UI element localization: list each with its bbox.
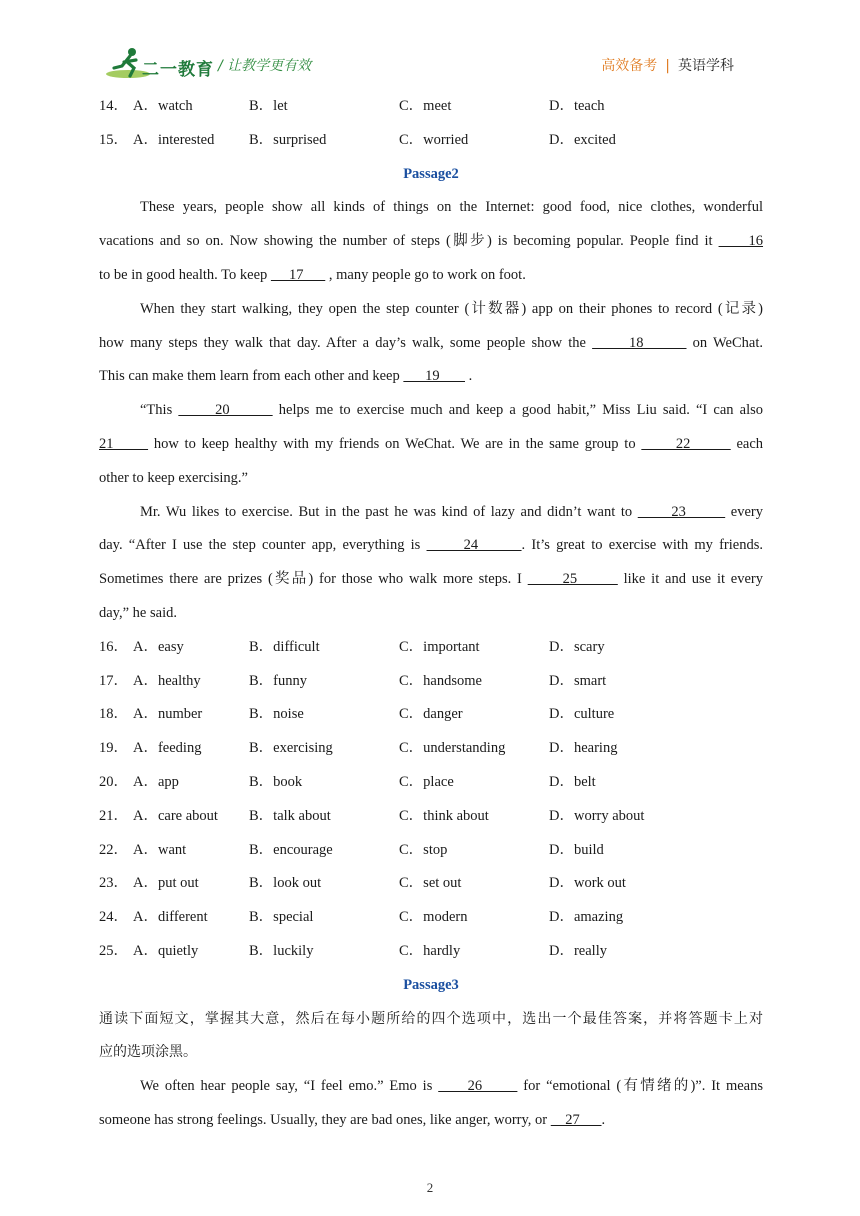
page-content <box>99 90 763 1138</box>
option-d: D．build <box>549 841 604 858</box>
instruction-line: 应的选项涂黑。 <box>99 1044 197 1061</box>
option-a: A．care about <box>133 807 218 824</box>
option-c: C．meet <box>399 98 452 114</box>
blank-21: 21 <box>99 435 149 452</box>
blank-20: 20 <box>178 402 273 419</box>
option-b: B．let <box>249 98 288 114</box>
option-a: A．different <box>133 909 208 926</box>
paragraph-line: This can make them learn from each other and keep 19 . <box>99 368 473 385</box>
option-d: D．belt <box>549 773 596 790</box>
question-number: 17． <box>99 672 128 689</box>
option-b: B．special <box>249 909 314 926</box>
question-number: 22． <box>99 841 128 858</box>
option-a: A．number <box>133 706 203 723</box>
paragraph-line: When they start walking, they open the step counter (计数器) app on their phones to record (记录) <box>140 300 763 317</box>
option-d: D．excited <box>549 131 616 148</box>
option-d: D．culture <box>549 706 615 723</box>
option-b: B．difficult <box>249 638 320 655</box>
question-number: 16． <box>99 638 128 655</box>
option-b: B．book <box>249 773 303 790</box>
subject-tag <box>601 55 734 75</box>
blank-27: 27 <box>550 1111 602 1128</box>
question-row <box>99 665 763 699</box>
option-a: A．want <box>133 841 187 858</box>
option-d: D．hearing <box>549 740 618 757</box>
option-c: C．important <box>399 638 480 655</box>
question-number: 21． <box>99 807 128 824</box>
question-number: 18． <box>99 706 128 723</box>
question-row <box>99 698 763 732</box>
option-b: B．talk about <box>249 807 331 824</box>
option-b: B．look out <box>249 875 322 892</box>
paragraph-line: Mr. Wu likes to exercise. But in the past he was kind of lazy and didn’t want to 23 every <box>140 503 763 520</box>
option-a: A．interested <box>133 131 215 148</box>
blank-16: 16 <box>718 233 764 250</box>
option-d: D．work out <box>549 875 626 892</box>
option-b: B．funny <box>249 672 307 689</box>
option-d: D．smart <box>549 672 607 689</box>
option-c: C．modern <box>399 909 468 926</box>
option-c: C．handsome <box>399 672 482 689</box>
option-b: B．encourage <box>249 841 333 858</box>
question-row <box>99 800 763 834</box>
option-c: C．understanding <box>399 740 506 757</box>
blank-22: 22 <box>641 435 731 452</box>
option-a: A．quietly <box>133 942 199 959</box>
option-a: A．put out <box>133 875 199 892</box>
option-c: C．danger <box>399 706 463 723</box>
paragraph-line: how many steps they walk that day. After a day’s walk, some people show the 18 on WeChat. <box>99 334 763 351</box>
question-row <box>99 834 763 868</box>
option-c: C．think about <box>399 807 489 824</box>
question-row <box>99 90 763 124</box>
option-c: C．hardly <box>399 942 461 959</box>
paragraph-line: 21 how to keep healthy with my friends on WeChat. We are in the same group to 22 each <box>99 435 764 452</box>
question-row <box>99 631 763 665</box>
paragraph-line: These years, people show all kinds of things on the Internet: good food, nice clothes, wonderful <box>140 199 763 216</box>
question-number: 23． <box>99 875 128 892</box>
option-c: C．worried <box>399 131 469 148</box>
option-d: D．amazing <box>549 909 624 926</box>
question-number: 20． <box>99 773 128 790</box>
blank-18: 18 <box>592 334 687 351</box>
paragraph-line: other to keep exercising.” <box>99 469 248 486</box>
paragraph-line: to be in good health. To keep 17 , many people go to work on foot. <box>99 266 526 283</box>
tag-right: 英语学科 <box>678 58 734 74</box>
tag-separator: | <box>665 58 670 74</box>
option-c: C．set out <box>399 875 462 892</box>
question-number: 25． <box>99 942 128 959</box>
blank-19: 19 <box>403 368 465 385</box>
instruction-line: 通读下面短文，掌握其大意，然后在每小题所给的四个选项中，选出一个最佳答案，并将答题卡上对 <box>99 1010 763 1027</box>
paragraph-line: someone has strong feelings. Usually, they are bad ones, like anger, worry, or 27 . <box>99 1111 606 1128</box>
question-row <box>99 732 763 766</box>
option-d: D．really <box>549 942 607 959</box>
option-b: B．luckily <box>249 942 314 959</box>
option-b: B．noise <box>249 706 304 723</box>
option-a: A．app <box>133 773 179 790</box>
question-number: 15． <box>99 131 128 148</box>
option-a: A．watch <box>133 98 193 114</box>
paragraph-line: Sometimes there are prizes (奖品) for those who walk more steps. I 25 like it and use it every <box>99 571 764 588</box>
paragraph-line: We often hear people say, “I feel emo.” Emo is 26 for “emotional (有情绪的)”. It means <box>140 1078 764 1095</box>
page-header <box>0 0 860 90</box>
question-row <box>99 935 763 969</box>
option-a: A．easy <box>133 638 184 655</box>
question-number: 19． <box>99 740 128 757</box>
question-row <box>99 124 763 158</box>
blank-24: 24 <box>426 537 522 554</box>
brand-slogan: / 让教学更有效 <box>218 58 312 74</box>
question-row <box>99 901 763 935</box>
paragraph-line: day. “After I use the step counter app, everything is 24 . It’s great to exercise with my friends. <box>99 537 763 554</box>
question-row <box>99 766 763 800</box>
option-b: B．exercising <box>249 740 333 757</box>
option-c: C．place <box>399 773 454 790</box>
passage3-title: Passage3 <box>403 976 459 993</box>
paragraph-line: day,” he said. <box>99 604 177 621</box>
tag-left: 高效备考 <box>601 58 658 74</box>
option-a: A．feeding <box>133 740 202 757</box>
option-c: C．stop <box>399 841 448 858</box>
option-d: D．teach <box>549 98 605 114</box>
option-b: B．surprised <box>249 131 327 148</box>
option-d: D．worry about <box>549 807 645 824</box>
brand-name: 二一教育 <box>142 60 214 80</box>
option-a: A．healthy <box>133 672 201 689</box>
question-row <box>99 867 763 901</box>
paragraph-line: vacations and so on. Now showing the number of steps (脚步) is becoming popular. People find it 16 <box>99 233 764 250</box>
option-d: D．scary <box>549 638 605 655</box>
passage2-title: Passage2 <box>403 165 459 182</box>
blank-25: 25 <box>527 571 618 588</box>
blank-26: 26 <box>438 1078 518 1095</box>
page-number: 2 <box>426 1180 434 1195</box>
paragraph-line: “This 20 helps me to exercise much and keep a good habit,” Miss Liu said. “I can also <box>140 402 763 419</box>
question-number: 14． <box>99 98 128 114</box>
question-number: 24． <box>99 909 128 926</box>
blank-23: 23 <box>637 503 726 520</box>
blank-17: 17 <box>270 266 326 283</box>
